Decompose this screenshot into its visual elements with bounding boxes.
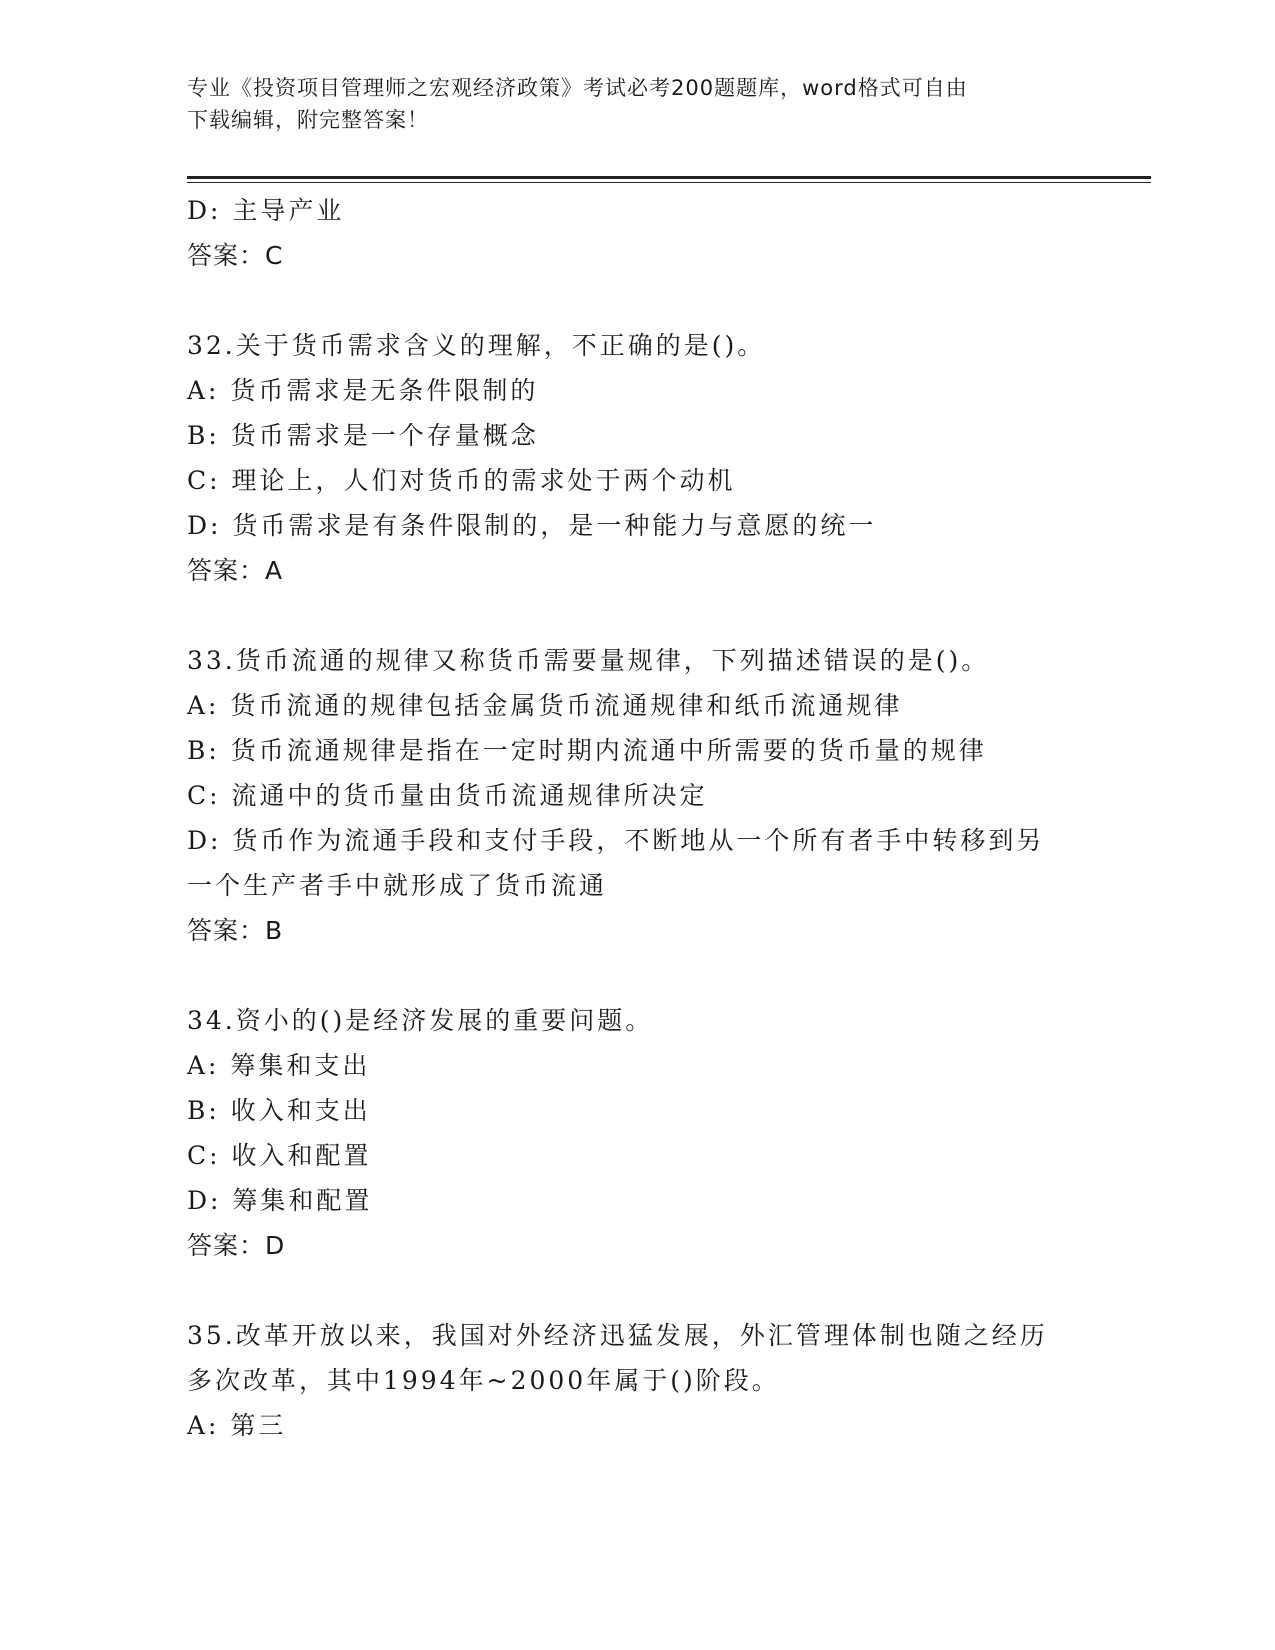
question-34 xyxy=(187,998,1087,1268)
option-c: C: 理论上，人们对货币的需求处于两个动机 xyxy=(187,466,736,495)
option-c: C: 流通中的货币量由货币流通规律所决定 xyxy=(187,781,708,810)
option-b: B: 货币需求是一个存量概念 xyxy=(187,421,539,450)
question-stem-line-2: 多次改革，其中1994年~2000年属于()阶段。 xyxy=(187,1366,780,1395)
option-a: A: 筹集和支出 xyxy=(187,1051,371,1080)
option-a: A: 货币流通的规律包括金属货币流通规律和纸币流通规律 xyxy=(187,691,903,720)
previous-question-tail xyxy=(187,188,1087,278)
question-list xyxy=(187,188,1087,1448)
header-rule-thin xyxy=(187,182,1151,183)
answer-line: 答案：C xyxy=(187,241,284,270)
question-35 xyxy=(187,1313,1087,1448)
option-c: C: 收入和配置 xyxy=(187,1141,372,1170)
answer-line: 答案：A xyxy=(187,556,284,585)
question-stem: 33.货币流通的规律又称货币需要量规律，下列描述错误的是()。 xyxy=(187,646,990,675)
option-a: A: 第三 xyxy=(187,1411,287,1440)
document-header xyxy=(187,72,1067,136)
question-stem: 32.关于货币需求含义的理解，不正确的是()。 xyxy=(187,331,766,360)
header-rule-thick xyxy=(187,176,1151,179)
question-33 xyxy=(187,638,1087,953)
spacer xyxy=(187,1268,1087,1313)
option-b: B: 收入和支出 xyxy=(187,1096,371,1125)
option-d: D: 主导产业 xyxy=(187,196,345,225)
answer-line: 答案：D xyxy=(187,1231,286,1260)
spacer xyxy=(187,278,1087,323)
spacer xyxy=(187,593,1087,638)
question-32 xyxy=(187,323,1087,593)
option-d: D: 货币需求是有条件限制的，是一种能力与意愿的统一 xyxy=(187,511,877,540)
header-line-1: 专业《投资项目管理师之宏观经济政策》考试必考200题题库，word格式可自由 xyxy=(187,76,968,100)
answer-line: 答案：B xyxy=(187,916,284,945)
option-a: A: 货币需求是无条件限制的 xyxy=(187,376,539,405)
question-stem-line-1: 35.改革开放以来，我国对外经济迅猛发展，外汇管理体制也随之经历 xyxy=(187,1321,1048,1350)
option-d-continuation: 一个生产者手中就形成了货币流通 xyxy=(187,871,608,900)
option-d: D: 筹集和配置 xyxy=(187,1186,373,1215)
option-d: D: 货币作为流通手段和支付手段，不断地从一个所有者手中转移到另 xyxy=(187,826,1045,855)
question-stem: 34.资小的()是经济发展的重要问题。 xyxy=(187,1006,654,1035)
spacer xyxy=(187,953,1087,998)
header-line-2: 下载编辑，附完整答案！ xyxy=(187,108,429,132)
option-b: B: 货币流通规律是指在一定时期内流通中所需要的货币量的规律 xyxy=(187,736,987,765)
